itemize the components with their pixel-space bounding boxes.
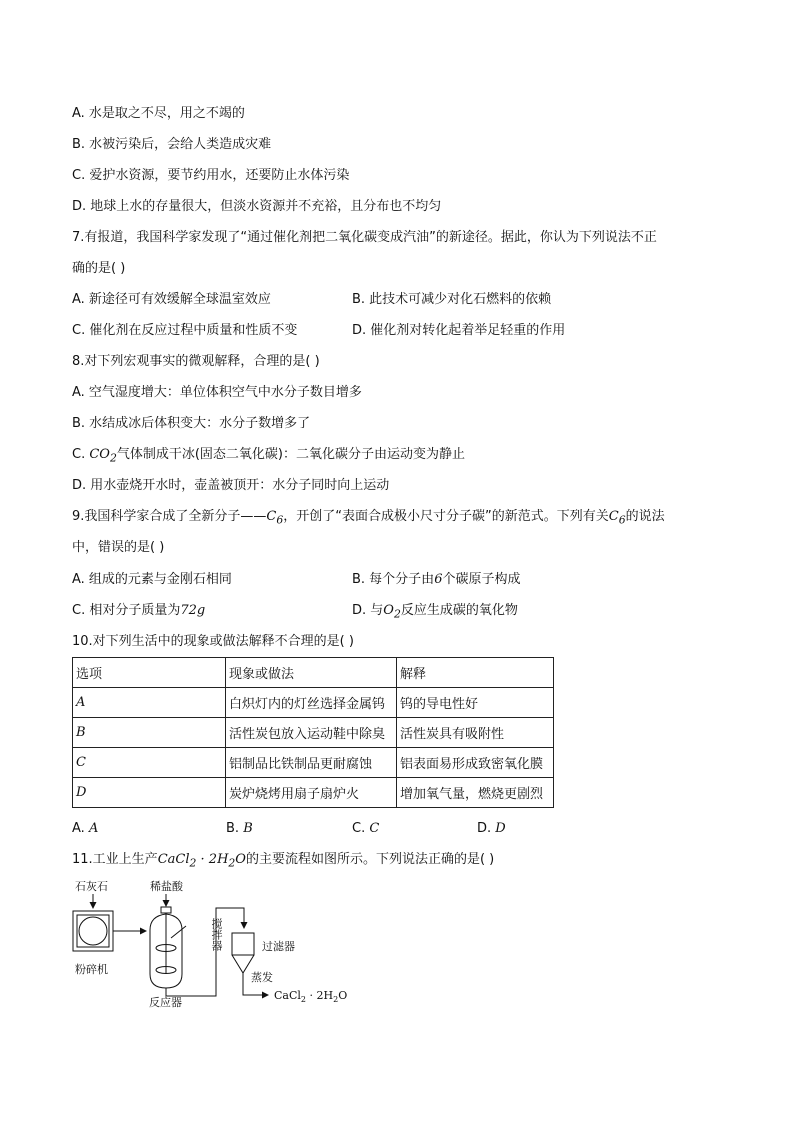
q10-option-b: B. B — [226, 821, 253, 836]
q9-stem-line1: 9.我国科学家合成了全新分子$——C_6$，开创了“表面合成极小尺寸分子碳”的新范式。下列有关$C_6$的说法 — [72, 509, 665, 527]
q11-stem: 11.工业上生产CaCl$_2$ · $2H_2O$的主要流程如图所示。下列说法正确的是( ) — [72, 852, 495, 870]
table-cell-option: D — [73, 778, 226, 808]
q8-option-d: D. 用水壶烧开水时，壶盖被顶开：水分子同时向上运动 — [72, 478, 390, 493]
q7-option-d: D. 催化剂对转化起着举足轻重的作用 — [352, 323, 566, 338]
table-cell: 活性炭具有吸附性 — [397, 718, 554, 748]
q6-option-b: B. 水被污染后，会给人类造成灾难 — [72, 137, 272, 152]
filter-label: 过滤器 — [262, 940, 295, 953]
q9-stem-line2: 中，错误的是( ) — [72, 540, 165, 555]
table-cell: 增加氧气量，燃烧更剧烈 — [397, 778, 554, 808]
c6-formula: $C_6$ — [266, 509, 284, 527]
reactor-label: 反应器 — [149, 996, 182, 1008]
limestone-label: 石灰石 — [75, 880, 108, 893]
q7-option-b: B. 此技术可减少对化石燃料的依赖 — [352, 292, 552, 307]
q10-option-a: A. A — [72, 821, 99, 836]
table-cell: 钨的导电性好 — [397, 688, 554, 718]
table-row — [73, 748, 554, 778]
table-cell: 白炽灯内的灯丝选择金属钨 — [226, 688, 397, 718]
table-header-cell: 现象或做法 — [226, 658, 397, 688]
q8-option-c — [72, 447, 465, 467]
table-cell: 炭炉烧烤用扇子扇炉火 — [226, 778, 397, 808]
acid-label: 稀盐酸 — [150, 880, 183, 893]
q7-stem-line2: 确的是( ) — [72, 261, 126, 276]
q7-option-c: C. 催化剂在反应过程中质量和性质不变 — [72, 323, 298, 338]
crusher-icon — [73, 911, 113, 951]
c6-formula-2: $C_6$ — [608, 509, 626, 527]
q6-option-c: C. 爱护水资源，要节约用水，还要防止水体污染 — [72, 168, 350, 183]
reactor-icon — [150, 907, 186, 988]
table-cell: 铝表面易形成致密氧化膜 — [397, 748, 554, 778]
q9-option-d: D. 与$O_2$反应生成碳的氧化物 — [352, 603, 518, 621]
q7-stem-line1: 7.有报道，我国科学家发现了“通过催化剂把二氧化碳变成汽油”的新途径。据此，你认为下列说法不正 — [72, 230, 657, 245]
table-row — [73, 778, 554, 808]
q10-option-c: C. C — [352, 821, 380, 836]
co2-formula: $CO_2$ — [89, 447, 117, 465]
table-row — [73, 688, 554, 718]
table-row — [73, 718, 554, 748]
q8-option-a: A. 空气湿度增大：单位体积空气中水分子数目增多 — [72, 385, 362, 400]
product-label: CaCl$_2$ · $2H_2O$ — [274, 989, 348, 1004]
evaporate-label: 蒸发 — [251, 971, 273, 984]
q6-option-a: A. 水是取之不尽，用之不竭的 — [72, 106, 245, 121]
q6-option-d: D. 地球上水的存量很大，但淡水资源并不充裕，且分布也不均匀 — [72, 199, 442, 214]
q7-option-a: A. 新途径可有效缓解全球温室效应 — [72, 292, 271, 307]
q9-option-b: B. 每个分子由6个碳原子构成 — [352, 572, 521, 587]
stirrer-label: 搅拌器 — [190, 918, 223, 931]
table-cell-option: C — [73, 748, 226, 778]
q10-option-d: D. D — [477, 821, 506, 836]
cacl2-formula: CaCl$_2$ · $2H_2O$ — [157, 852, 246, 870]
table-cell: 铝制品比铁制品更耐腐蚀 — [226, 748, 397, 778]
q9-option-c: C. 相对分子质量为72g — [72, 603, 206, 618]
q10-table — [72, 657, 554, 808]
q8-option-c-text: 气体制成干冰(固态二氧化碳)：二氧化碳分子由运动变为静止 — [116, 447, 465, 462]
q10-stem: 10.对下列生活中的现象或做法解释不合理的是( ) — [72, 634, 354, 649]
q8-stem: 8.对下列宏观事实的微观解释，合理的是( ) — [72, 354, 320, 369]
q8-option-b: B. 水结成冰后体积变大：水分子数增多了 — [72, 416, 311, 431]
table-header-cell: 解释 — [397, 658, 554, 688]
table-cell-option: A — [73, 688, 226, 718]
q9-option-a: A. 组成的元素与金刚石相同 — [72, 572, 232, 587]
q8-option-c-prefix: C. — [72, 447, 90, 462]
process-flow-diagram — [66, 878, 366, 1008]
crusher-label: 粉碎机 — [75, 963, 108, 976]
table-cell-option: B — [73, 718, 226, 748]
table-header-cell: 选项 — [73, 658, 226, 688]
table-header-row — [73, 658, 554, 688]
table-cell: 活性炭包放入运动鞋中除臭 — [226, 718, 397, 748]
o2-formula: $O_2$ — [383, 603, 401, 621]
